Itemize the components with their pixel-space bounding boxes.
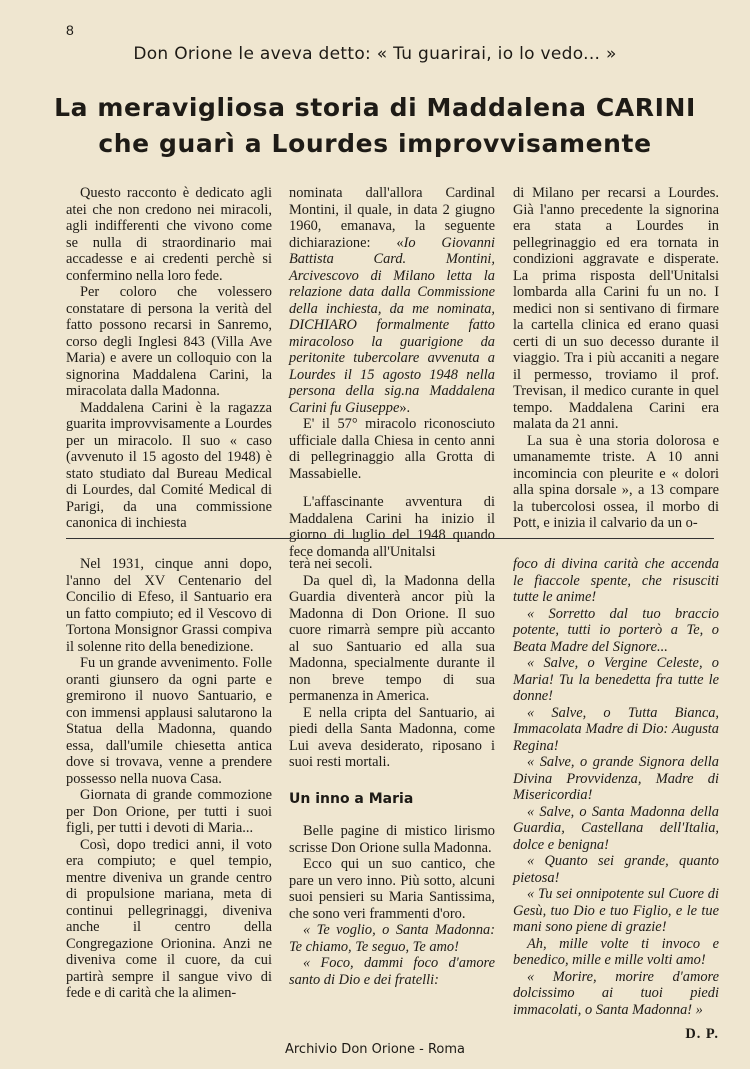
hymn-verse: « Sorretto dal tuo braccio potente, tutti io porterò a Te, o Beata Madre del Signore...: [513, 605, 719, 655]
top-column-3: [513, 185, 719, 531]
hymn-verse: « Tu sei onnipotente sul Cuore di Gesù, tuo Dio e tuo Figlio, e le tue mani sono piene di grazie!: [513, 886, 719, 935]
paragraph: terà nei secoli.: [289, 556, 373, 572]
paragraph: Belle pagine di mistico lirismo scrisse Don Orione sulla Madonna.: [289, 823, 495, 856]
bottom-column-3: [513, 556, 719, 1042]
hymn-verse: « Te voglio, o Santa Madonna: Te chiamo, Te seguo, Te amo!: [289, 922, 495, 955]
hymn-verse: « Salve, o Tutta Bianca, Immacolata Madre di Dio: Augusta Regina!: [513, 704, 719, 754]
paragraph: E nella cripta del Santuario, ai piedi della Santa Madonna, come Lui aveva desiderato, riposano i suoi resti mortali.: [289, 704, 495, 770]
hymn-verse: « Quanto sei grande, quanto pietosa!: [513, 853, 719, 886]
hymn-verse: « Salve, o Santa Madonna della Guardia, Castellana dell'Italia, dolce e benigna!: [513, 803, 719, 853]
paragraph: Da quel dì, la Madonna della Guardia diventerà ancor più la Madonna di Don Orione. Il suo cuore rimarrà sempre più accanto al suo Santuario ed alla sua Madonna, specialmente durante il non breve tempo di sua permanenza in America.: [289, 572, 495, 704]
declaration-end: ».: [399, 399, 411, 416]
paragraph: di Milano per recarsi a Lourdes. Già l'anno precedente la signorina era stata a Lourdes in pellegrinaggio ed era tornata in condizioni aggravate e disperate. La prima risposta dell'Unitalsi lombarda alla Carini fu un no. I medici non si sentivano di firmare la cartella clinica ed erano quasi certi di un suo decesso durante il viaggio. Tra i più accaniti a negare il permesso, troviamo il prof. Trevisan, il medico curante in quel tempo. Maddalena Carini era malata da 21 anni.: [513, 185, 719, 432]
section-divider: [66, 538, 714, 539]
paragraph: Maddalena Carini è la ragazza guarita improvvisamente a Lourdes per un miracolo. Il suo « caso (avvenuto il 15 agosto del 1948) è stato studiato dal Bureau Medical di Lourdes, dal Comité Medical di Parigi, da una commissione canonica di inchiesta: [66, 399, 272, 531]
signature: D. P.: [685, 1026, 719, 1042]
paragraph: E' il 57° miracolo riconosciuto ufficiale dalla Chiesa in cento anni di pellegrinaggio alla Grotta di Massabielle.: [289, 416, 495, 482]
kicker: Don Orione le aveva detto: « Tu guarirai, io lo vedo... »: [133, 44, 617, 64]
paragraph: Giornata di grande commozione per Don Orione, per tutti i suoi figli, per tutti i devoti di Maria...: [66, 787, 272, 836]
paragraph: Nel 1931, cinque anni dopo, l'anno del XV Centenario del Concilio di Efeso, il Santuario era un fatto compiuto; ed il Vescovo di Tortona Monsignor Grassi compiva il solenne rito della benedizione.: [66, 556, 272, 655]
hymn-verse: « Salve, o grande Signora della Divina Provvidenza, Madre di Misericordia!: [513, 754, 719, 803]
top-column-2: [289, 185, 495, 560]
paragraph: Ecco qui un suo cantico, che pare un vero inno. Più sotto, alcuni suoi pensieri su Maria Santissima, che sono veri frammenti d'oro.: [289, 856, 495, 922]
headline: [30, 90, 720, 162]
hymn-verse: « Salve, o Vergine Celeste, o Maria! Tu la benedetta fra tutte le donne!: [513, 655, 719, 704]
headline-line-2: che guarì a Lourdes improvvisamente: [98, 129, 652, 158]
subheading: Un inno a Maria: [289, 790, 414, 807]
page-number: 8: [66, 22, 74, 38]
top-column-1: [66, 185, 272, 531]
paragraph: L'affascinante avventura di Maddalena Carini ha inizio il giorno di luglio del 1948 quando fece domanda all'Unitalsi: [289, 494, 495, 560]
hymn-verse: foco di divina carità che accenda le fiaccole spente, che risusciti tutte le anime!: [513, 556, 719, 605]
paragraph: Per coloro che volessero constatare di persona la verità del fatto possono recarsi in Sanremo, corso degli Inglesi 843 (Villa Ave Maria) e avere un colloquio con la signorina Maddalena Carini, la miracolata dalla Madonna.: [66, 284, 272, 399]
headline-line-1: La meravigliosa storia di Maddalena CARINI: [54, 93, 696, 122]
bottom-column-2: [289, 556, 495, 1016]
hymn-verse: « Morire, morire d'amore dolcissimo ai tuoi piedi immacolati, o Santa Madonna! »: [513, 968, 719, 1018]
declaration-paragraph: [289, 185, 495, 416]
declaration-quote: Io Giovanni Battista Card. Montini, Arcivescovo di Milano letta la relazione data dalla Commissione della inchiesta, da me nominata, DICHIARO formalmente fatto miracoloso la guarigione da peritonite tubercolare avvenuta a Lourdes il 15 agosto 1948 nella persona della sig.na Maddalena Carini fu Giuseppe: [289, 234, 495, 416]
paragraph: Così, dopo tredici anni, il voto era compiuto; e quel tempio, mentre diveniva un grande centro di propulsione mariana, meta di continui pellegrinaggi, diveniva anche il centro della Congregazione Orionina. Anzi ne diveniva come il cuore, da cui partirà sempre il sangue vivo di fede e di carità che la alimen-: [66, 836, 272, 1001]
footer: Archivio Don Orione - Roma: [284, 1042, 466, 1057]
paragraph: Questo racconto è dedicato agli atei che non credono nei miracoli, agli indifferenti che vivono come se nulla di straordinario mai accadesse e ai credenti perchè si confermino nella loro fede.: [66, 185, 272, 284]
paragraph: Fu un grande avvenimento. Folle oranti giunsero da ogni parte e gremirono il nuovo Santuario, e con immensi applausi salutarono la Statua della Madonna, quando essa, dall'umile chiesetta antica dove si trovava, venne a prendere possesso nella nuova Casa.: [66, 655, 272, 787]
hymn-verse: Ah, mille volte ti invoco e benedico, mille e mille volti amo!: [513, 935, 719, 968]
declaration-lead: nominata dall'allora Cardinal Montini, il quale, in data 2 giugno 1960, emanava, la seguente dichiarazione: «: [289, 185, 495, 251]
paragraph: La sua è una storia dolorosa e umanamemte triste. A 10 anni incomincia con pleurite e « dolori alla spina dorsale », a 13 compare la tubercolosi ossea, il morbo di Pott, e inizia il calvario da un o-: [513, 432, 719, 531]
bottom-column-1: [66, 556, 272, 1016]
hymn-verse: « Foco, dammi foco d'amore santo di Dio e dei fratelli:: [289, 955, 495, 988]
